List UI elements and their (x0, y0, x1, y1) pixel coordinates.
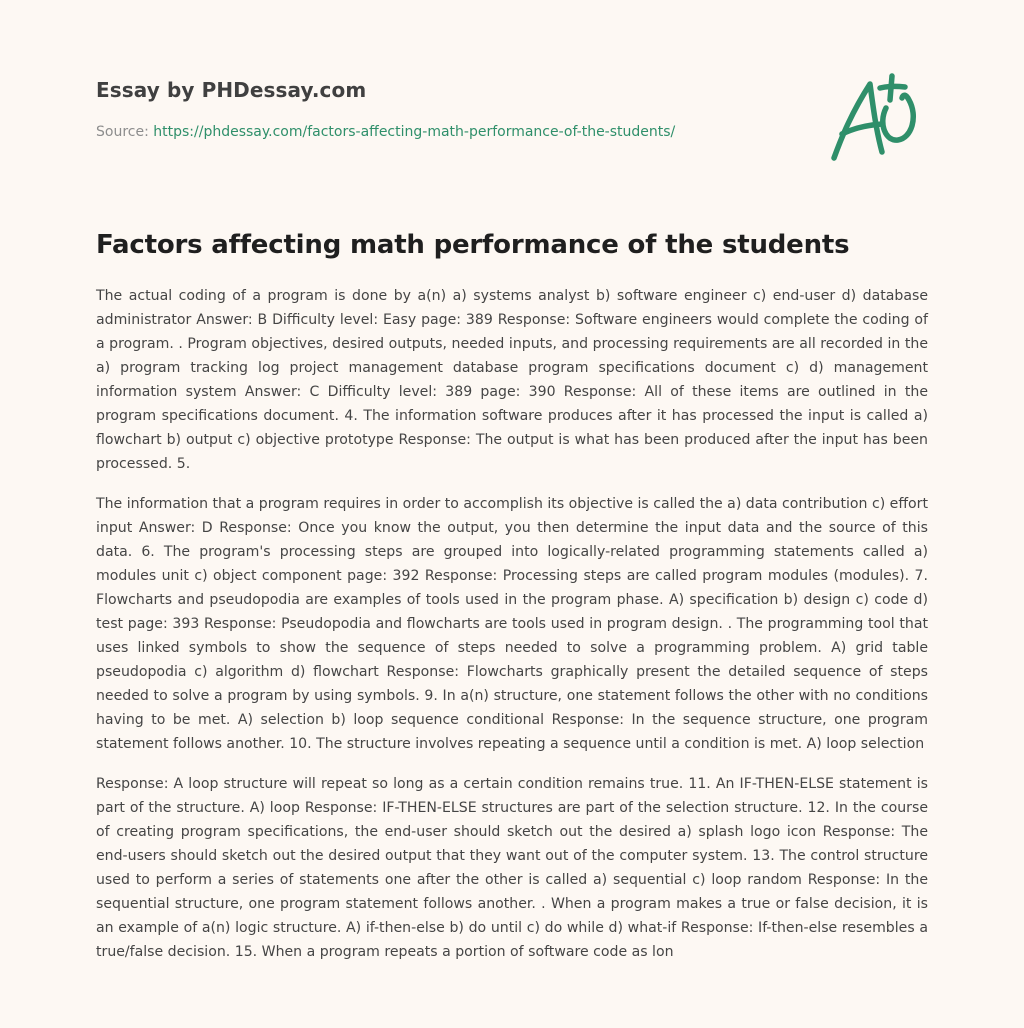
site-brand: Essay by PHDessay.com (96, 78, 367, 102)
essay-paragraph: Response: A loop structure will repeat so long as a certain condition remains true. 11. An IF-THEN-ELSE statement is part of the structure. A) loop Response: IF-THEN-ELSE structures are part of the selection structure. 12. In the course of creating program specifications, the end-user should sketch out the desired a) splash logo icon Response: The end-users should sketch out the desired output that they want out of the computer system. 13. The control structure used to perform a series of statements one after the other is called a) sequential c) loop random Response: In the sequential structure, one program statement follows another. . When a program makes a true or false decision, it is an example of a(n) logic structure. A) if-then-else b) do until c) do while d) what-if Response: If-then-else resembles a true/false decision. 15. When a program repeats a portion of software code as lon (96, 776, 928, 960)
source-link[interactable]: https://phdessay.com/factors-affecting-math-performance-of-the-students/ (153, 124, 676, 140)
source-label: Source: (96, 124, 149, 140)
source-line (96, 123, 675, 141)
a-plus-logo-icon (826, 68, 926, 164)
essay-title: Factors affecting math performance of the students (96, 230, 850, 260)
essay-paragraph: The actual coding of a program is done by a(n) a) systems analyst b) software engineer c) end-user d) database administrator Answer: B Difficulty level: Easy page: 389 Response: Software engineers would complete the coding of a program. . Program objectives, desired outputs, needed inputs, and processing requirements are all recorded in the a) program tracking log project management database program specifications document c) d) management information system Answer: C Difficulty level: 389 page: 390 Response: All of these items are outlined in the program specifications document. 4. The information software produces after it has processed the input is called a) flowchart b) output c) objective prototype Response: The output is what has been produced after the input has been processed. 5. (96, 288, 928, 472)
essay-paragraph: The information that a program requires in order to accomplish its objective is called the a) data contribution c) effort input Answer: D Response: Once you know the output, you then determine the input data and the source of this data. 6. The program's processing steps are grouped into logically-related programming statements called a) modules unit c) object component page: 392 Response: Processing steps are called program modules (modules). 7. Flowcharts and pseudopodia are examples of tools used in the program phase. A) specification b) design c) code d) test page: 393 Response: Pseudopodia and flowcharts are tools used in program design. . The programming tool that uses linked symbols to show the sequence of steps needed to solve a programming problem. A) grid table pseudopodia c) algorithm d) flowchart Response: Flowcharts graphically present the detailed sequence of steps needed to solve a program by using symbols. 9. In a(n) structure, one statement follows the other with no conditions having to be met. A) selection b) loop sequence conditional Response: In the sequence structure, one program statement follows another. 10. The structure involves repeating a sequence until a condition is met. A) loop selection (96, 496, 928, 752)
essay-body (96, 284, 928, 980)
essay-header (96, 0, 928, 180)
